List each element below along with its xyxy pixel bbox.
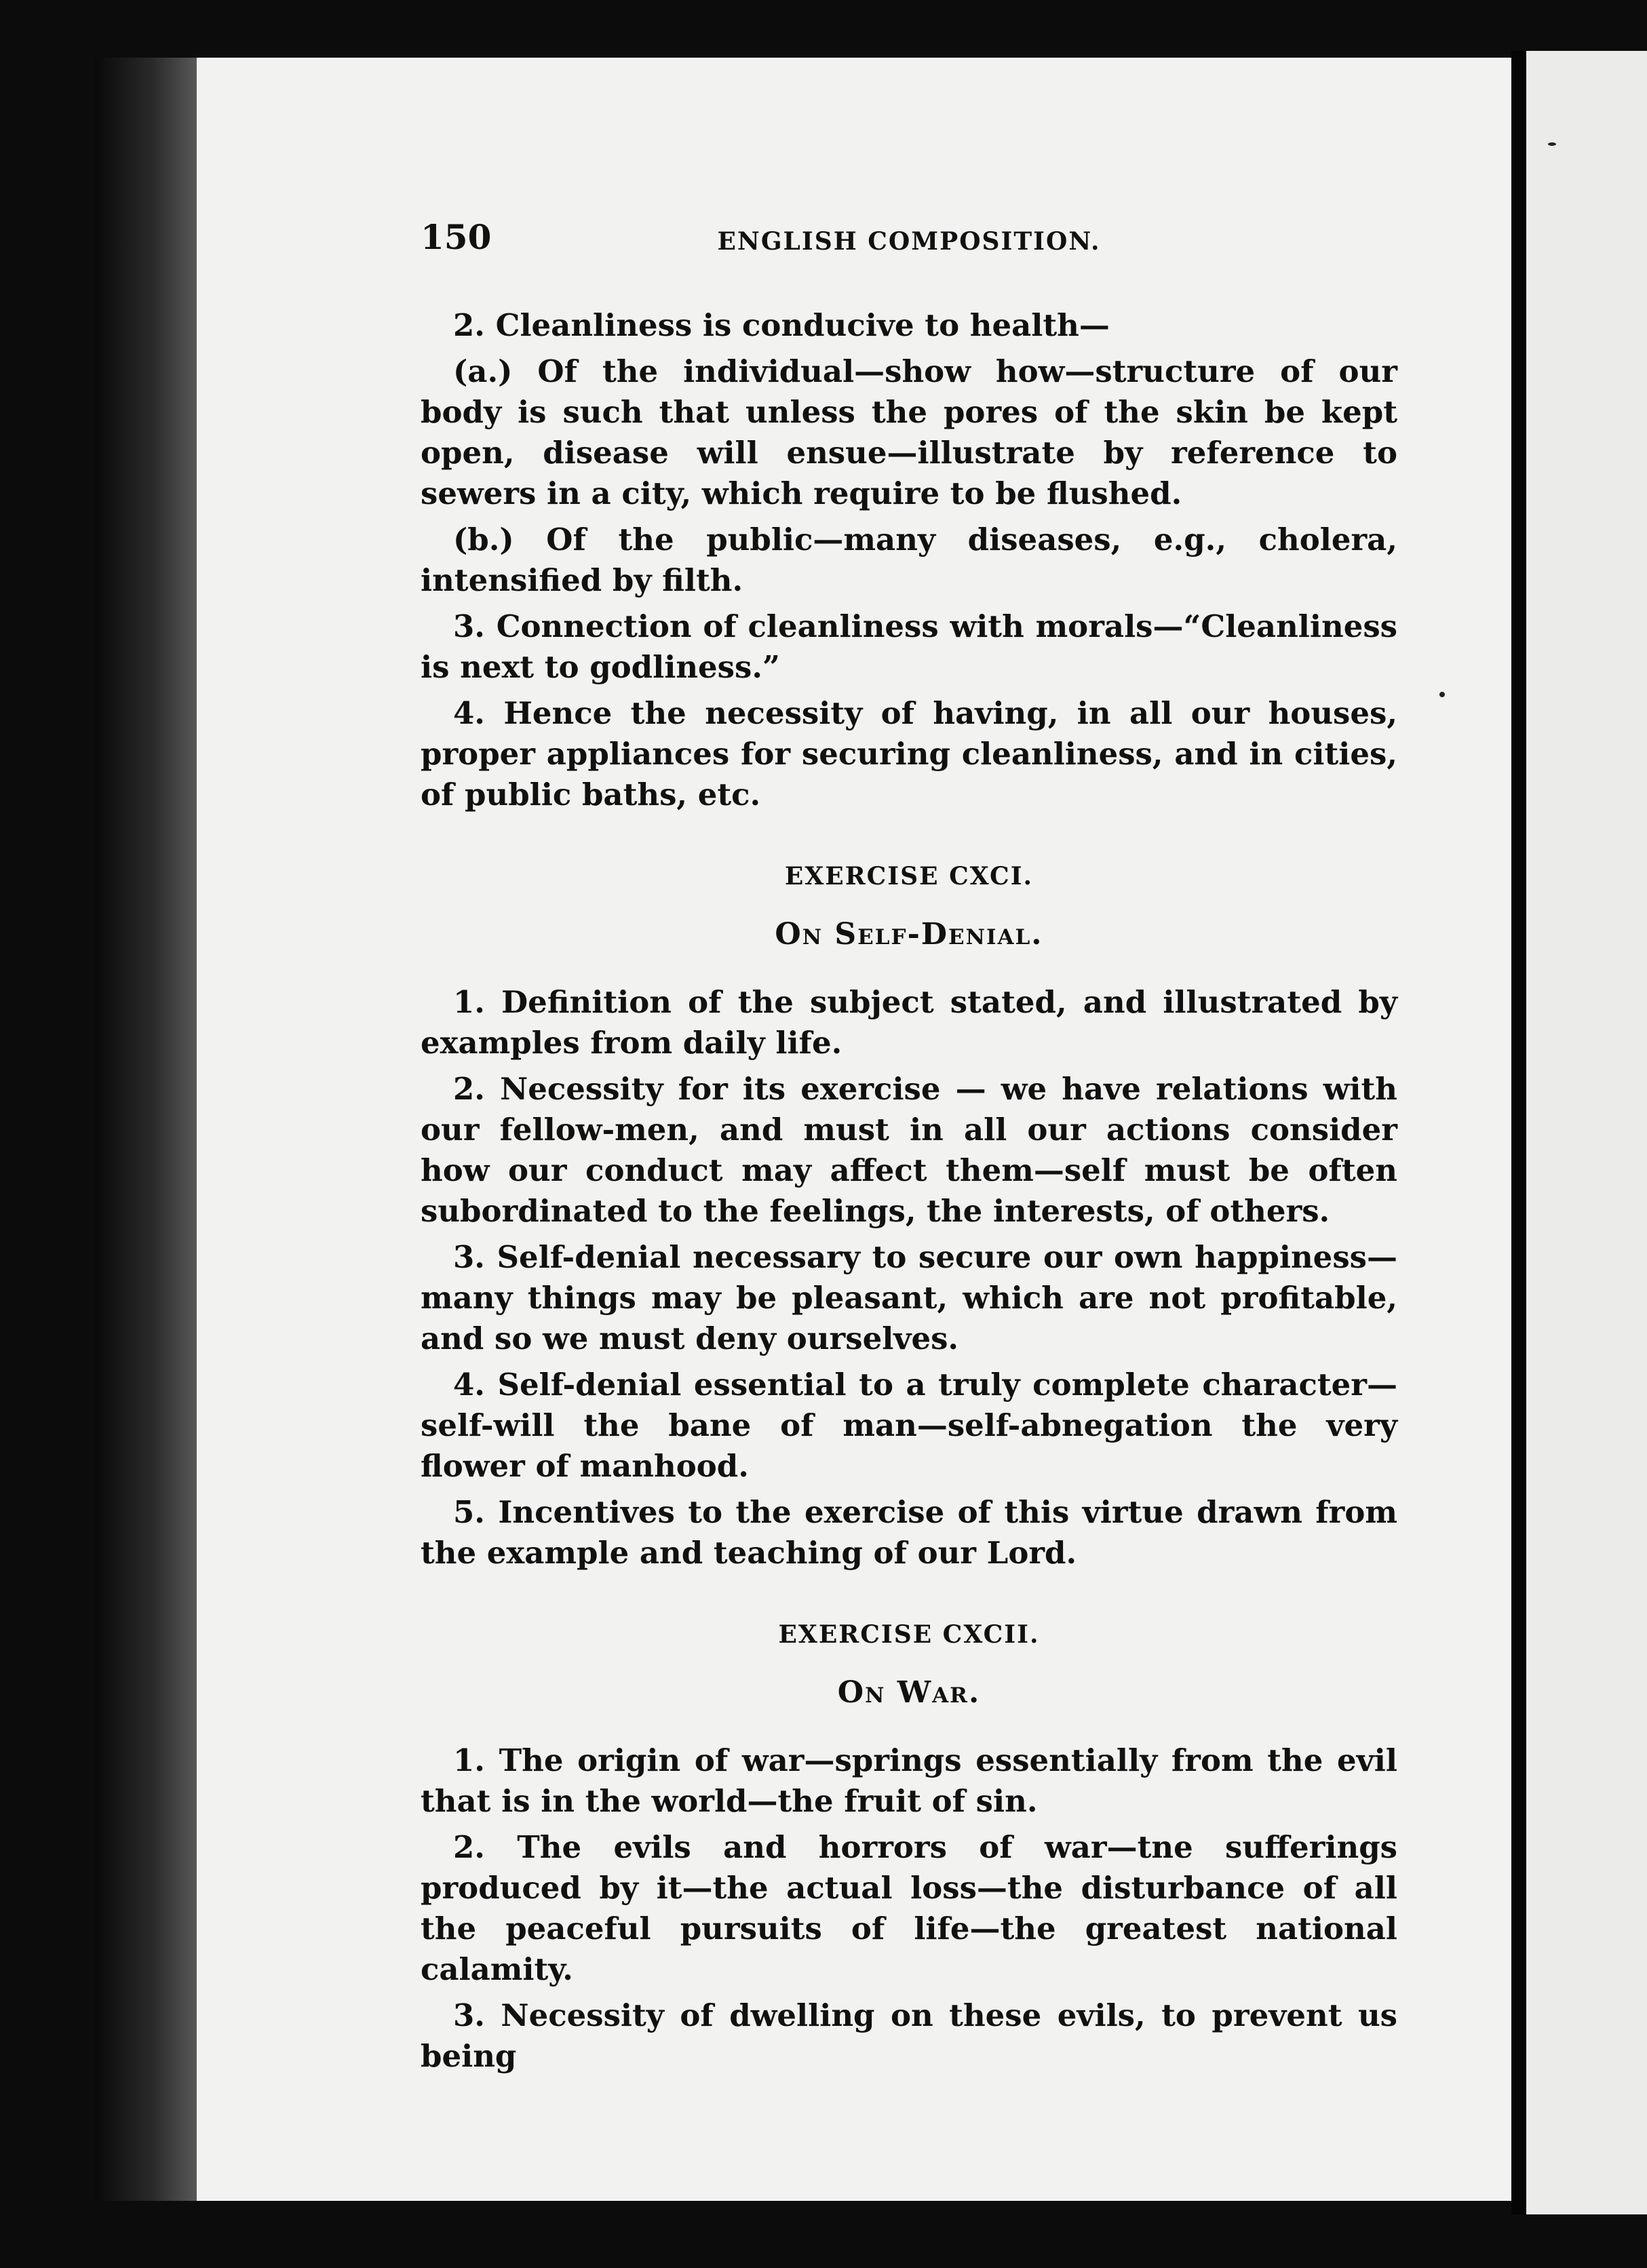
body-paragraph: (a.) Of the individual—show how—structure of our body is such that unless the pores of the skin be kept open, disease will ensue—illustrate by reference to sewers in a city, which require to be flushed. xyxy=(421,353,1397,511)
page-number: 150 xyxy=(421,217,492,257)
page-content xyxy=(421,217,1397,2082)
exercise-heading: EXERCISE CXCI. xyxy=(784,862,1034,891)
body-paragraph: 2. The evils and horrors of war—tne sufferings produced by it—the actual loss—the disturbance of all the peaceful pursuits of life—the greatest national calamity. xyxy=(421,1829,1397,1987)
body-paragraph: 4. Hence the necessity of having, in all our houses, proper appliances for securing cleanliness, and in cities, of public baths, etc. xyxy=(421,695,1397,813)
body-paragraph: 4. Self-denial essential to a truly complete character—self-will the bane of man—self-abnegation the very flower of manhood. xyxy=(421,1367,1397,1484)
facing-page xyxy=(1526,51,1647,2214)
ink-speck xyxy=(1548,142,1556,146)
exercise-heading: EXERCISE CXCII. xyxy=(778,1620,1040,1649)
running-head: ENGLISH COMPOSITION. xyxy=(717,227,1101,256)
body-paragraph: 1. Definition of the subject stated, and illustrated by examples from daily life. xyxy=(421,984,1397,1061)
body-paragraph: 1. The origin of war—springs essentially from the evil that is in the world—the fruit of sin. xyxy=(421,1742,1397,1819)
body-paragraph: 3. Self-denial necessary to secure our own happiness—many things may be pleasant, which are not profitable, and so we must deny ourselves. xyxy=(421,1239,1397,1356)
page-header xyxy=(421,217,1397,271)
body-paragraph: (b.) Of the public—many diseases, e.g., cholera, intensified by filth. xyxy=(421,522,1397,598)
body-paragraph: 3. Necessity of dwelling on these evils, to prevent us being xyxy=(421,1997,1397,2074)
body-paragraph: 2. Cleanliness is conducive to health— xyxy=(453,307,1110,343)
body-paragraph: 2. Necessity for its exercise — we have relations with our fellow-men, and must in all our actions consider how our conduct may affect them—self must be often subordinated to the feelings, the interests, of others. xyxy=(421,1071,1397,1229)
book-gutter xyxy=(1511,51,1526,2214)
body-paragraph: 3. Connection of cleanliness with morals—“Cleanliness is next to godliness.” xyxy=(421,608,1397,685)
exercise-subheading: On War. xyxy=(837,1675,981,1710)
body-paragraph: 5. Incentives to the exercise of this virtue drawn from the example and teaching of our Lord. xyxy=(421,1494,1397,1571)
exercise-subheading: On Self-Denial. xyxy=(775,917,1043,952)
ink-speck xyxy=(1439,692,1445,697)
